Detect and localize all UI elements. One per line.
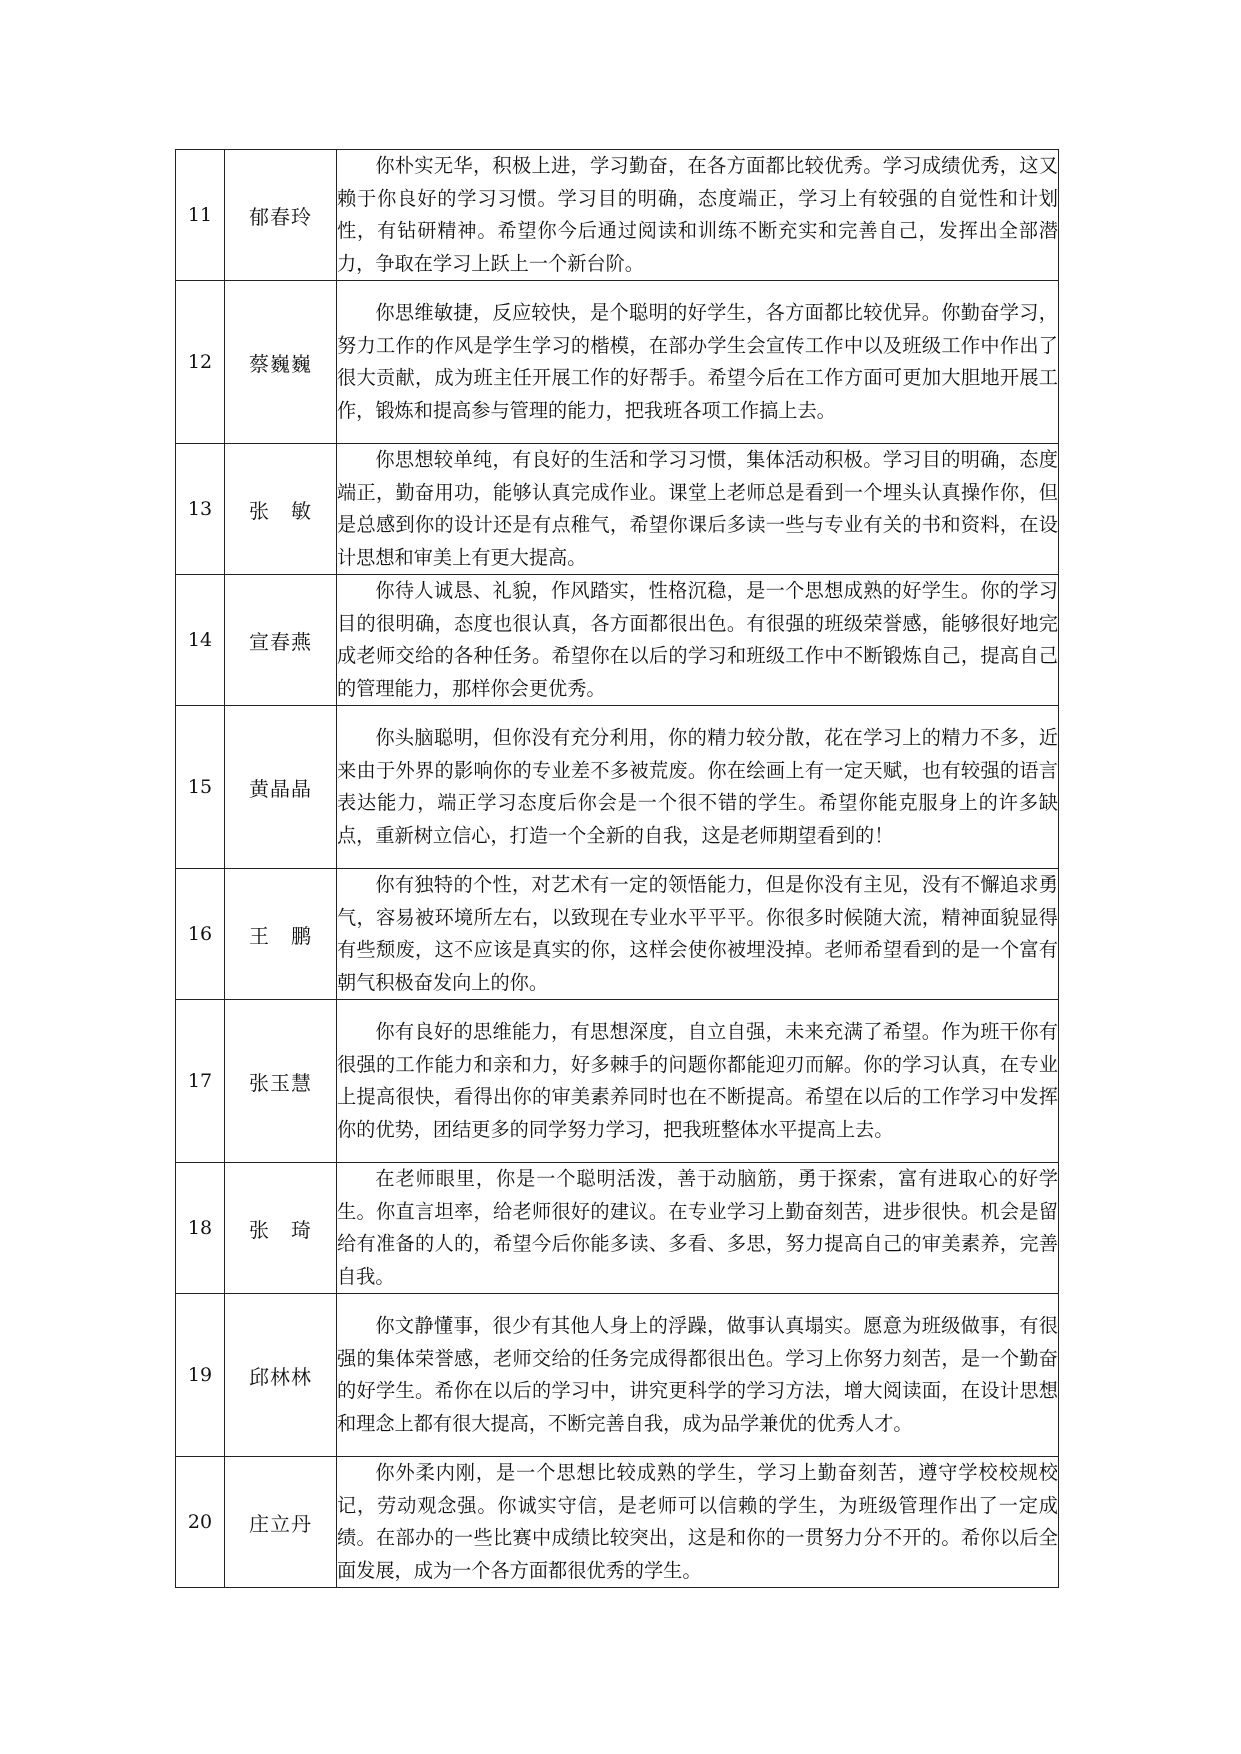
table-row xyxy=(176,1163,1059,1294)
row-number: 20 xyxy=(176,1457,225,1588)
table-row xyxy=(176,575,1059,706)
row-number: 15 xyxy=(176,706,225,869)
teacher-comment: 你有良好的思维能力，有思想深度，自立自强，未来充满了希望。作为班干你有很强的工作能力和亲和力，好多棘手的问题你都能迎刃而解。你的学习认真，在专业上提高很快，看得出你的审美素养同时也在不断提高。希望在以后的工作学习中发挥你的优势，团结更多的同学努力学习，把我班整体水平提高上去。 xyxy=(337,1000,1059,1163)
row-number: 17 xyxy=(176,1000,225,1163)
teacher-comment: 你文静懂事，很少有其他人身上的浮躁，做事认真塌实。愿意为班级做事，有很强的集体荣誉感，老师交给的任务完成得都很出色。学习上你努力刻苦，是一个勤奋的好学生。希你在以后的学习中，讲究更科学的学习方法，增大阅读面，在设计思想和理念上都有很大提高，不断完善自我，成为品学兼优的优秀人才。 xyxy=(337,1294,1059,1457)
teacher-comment: 你待人诚恳、礼貌，作风踏实，性格沉稳，是一个思想成熟的好学生。你的学习目的很明确，态度也很认真，各方面都很出色。有很强的班级荣誉感，能够很好地完成老师交给的各种任务。希望你在以后的学习和班级工作中不断锻炼自己，提高自己的管理能力，那样你会更优秀。 xyxy=(337,575,1059,706)
table-row xyxy=(176,706,1059,869)
teacher-comment: 你思想较单纯，有良好的生活和学习习惯，集体活动积极。学习目的明确，态度端正，勤奋用功，能够认真完成作业。课堂上老师总是看到一个埋头认真操作你，但是总感到你的设计还是有点稚气，希望你课后多读一些与专业有关的书和资料，在设计思想和审美上有更大提高。 xyxy=(337,444,1059,575)
student-name: 邱林林 xyxy=(225,1294,337,1457)
student-name: 宣春燕 xyxy=(225,575,337,706)
student-name: 张玉慧 xyxy=(225,1000,337,1163)
row-number: 18 xyxy=(176,1163,225,1294)
teacher-comment: 你头脑聪明，但你没有充分利用，你的精力较分散，花在学习上的精力不多，近来由于外界的影响你的专业差不多被荒废。你在绘画上有一定天赋，也有较强的语言表达能力，端正学习态度后你会是一个很不错的学生。希望你能克服身上的许多缺点，重新树立信心，打造一个全新的自我，这是老师期望看到的！ xyxy=(337,706,1059,869)
table-row xyxy=(176,1000,1059,1163)
table-row xyxy=(176,1457,1059,1588)
student-name: 郁春玲 xyxy=(225,150,337,281)
row-number: 14 xyxy=(176,575,225,706)
table-row xyxy=(176,869,1059,1000)
teacher-comment: 在老师眼里，你是一个聪明活泼，善于动脑筋，勇于探索，富有进取心的好学生。你直言坦率，给老师很好的建议。在专业学习上勤奋刻苦，进步很快。机会是留给有准备的人的，希望今后你能多读、多看、多思，努力提高自己的审美素养，完善自我。 xyxy=(337,1163,1059,1294)
student-name: 张 琦 xyxy=(225,1163,337,1294)
table-row xyxy=(176,1294,1059,1457)
teacher-comment: 你外柔内刚，是一个思想比较成熟的学生，学习上勤奋刻苦，遵守学校校规校记，劳动观念强。你诚实守信，是老师可以信赖的学生，为班级管理作出了一定成绩。在部办的一些比赛中成绩比较突出，这是和你的一贯努力分不开的。希你以后全面发展，成为一个各方面都很优秀的学生。 xyxy=(337,1457,1059,1588)
student-name: 黄晶晶 xyxy=(225,706,337,869)
student-comments-table xyxy=(175,149,1059,1588)
teacher-comment: 你有独特的个性，对艺术有一定的领悟能力，但是你没有主见，没有不懈追求勇气，容易被环境所左右，以致现在专业水平平平。你很多时候随大流，精神面貌显得有些颓废，这不应该是真实的你，这样会使你被埋没掉。老师希望看到的是一个富有朝气积极奋发向上的你。 xyxy=(337,869,1059,1000)
table-row xyxy=(176,444,1059,575)
student-name: 王 鹏 xyxy=(225,869,337,1000)
student-name: 庄立丹 xyxy=(225,1457,337,1588)
table-row xyxy=(176,150,1059,281)
row-number: 19 xyxy=(176,1294,225,1457)
student-name: 蔡巍巍 xyxy=(225,281,337,444)
teacher-comment: 你朴实无华，积极上进，学习勤奋，在各方面都比较优秀。学习成绩优秀，这又赖于你良好的学习习惯。学习目的明确，态度端正，学习上有较强的自觉性和计划性，有钻研精神。希望你今后通过阅读和训练不断充实和完善自己，发挥出全部潜力，争取在学习上跃上一个新台阶。 xyxy=(337,150,1059,281)
row-number: 13 xyxy=(176,444,225,575)
student-name: 张 敏 xyxy=(225,444,337,575)
row-number: 16 xyxy=(176,869,225,1000)
row-number: 11 xyxy=(176,150,225,281)
row-number: 12 xyxy=(176,281,225,444)
teacher-comment: 你思维敏捷，反应较快，是个聪明的好学生，各方面都比较优异。你勤奋学习，努力工作的作风是学生学习的楷模，在部办学生会宣传工作中以及班级工作中作出了很大贡献，成为班主任开展工作的好帮手。希望今后在工作方面可更加大胆地开展工作，锻炼和提高参与管理的能力，把我班各项工作搞上去。 xyxy=(337,281,1059,444)
table-row xyxy=(176,281,1059,444)
